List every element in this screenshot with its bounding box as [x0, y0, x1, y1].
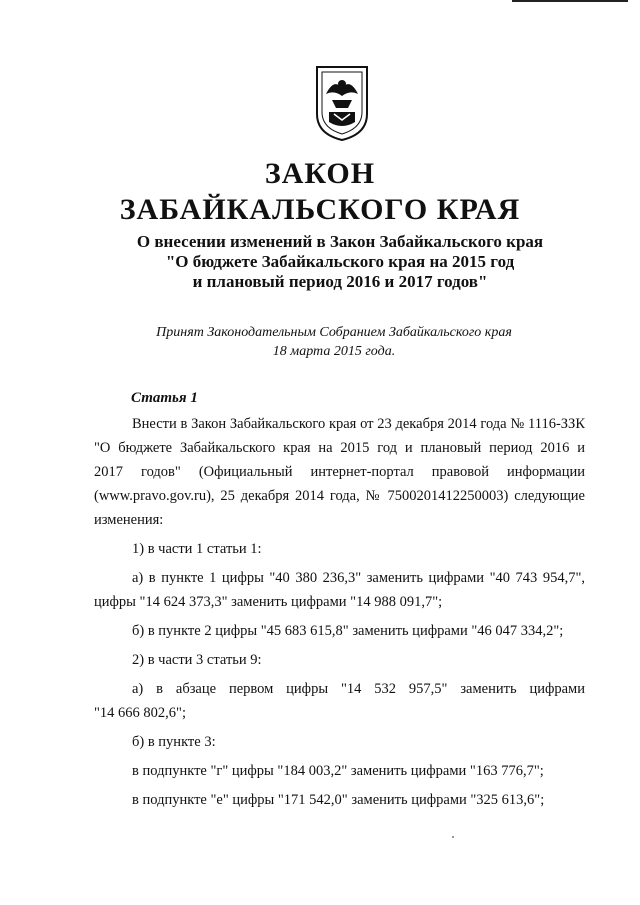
subtitle-line-3: и плановый период 2016 и 2017 годов": [192, 272, 488, 291]
intro-line: Внести в Закон Забайкальского края от 23 декабря 2014 года № 1116-ЗЗК: [132, 416, 585, 432]
list-item: в подпункте "е" цифры "171 542,0" заменить цифрами "325 613,6";: [132, 792, 545, 808]
intro-line: (www.pravo.gov.ru), 25 декабря 2014 года, № 7500201412250003) следующие: [94, 488, 585, 504]
list-item: а) в пункте 1 цифры "40 380 236,3" заменить цифрами "40 743 954,7",: [132, 570, 585, 586]
intro-line: "О бюджете Забайкальского края на 2015 год и плановый период 2016 и: [94, 440, 585, 456]
list-item: "14 666 802,6";: [94, 705, 186, 721]
doc-title-law: ЗАКОН: [264, 157, 376, 190]
coat-of-arms-emblem: [314, 64, 370, 142]
subtitle-line-1: О внесении изменений в Закон Забайкальского края: [136, 232, 544, 251]
list-item: б) в пункте 2 цифры "45 683 615,8" заменить цифрами "46 047 334,2";: [132, 623, 564, 639]
article-heading: Статья 1: [131, 390, 198, 406]
subtitle-line-2: "О бюджете Забайкальского края на 2015 год: [165, 252, 515, 271]
doc-title-region: ЗАБАЙКАЛЬСКОГО КРАЯ: [119, 193, 521, 226]
intro-line: 2017 годов" (Официальный интернет-портал правовой информации: [94, 464, 585, 480]
list-item: б) в пункте 3:: [132, 734, 216, 750]
list-item: цифры "14 624 373,3" заменить цифрами "14 988 091,7";: [94, 594, 443, 610]
article-body: [94, 412, 585, 812]
top-border-line: [512, 0, 628, 2]
intro-line: изменения:: [94, 512, 164, 528]
list-item: в подпункте "г" цифры "184 003,2" заменить цифрами "163 776,7";: [132, 763, 544, 779]
list-item: 2) в части 3 статьи 9:: [132, 652, 262, 668]
list-item: 1) в части 1 статьи 1:: [132, 541, 262, 557]
scan-speck: [452, 836, 454, 838]
adoption-date: 18 марта 2015 года.: [272, 344, 396, 359]
list-item: а) в абзаце первом цифры "14 532 957,5" заменить цифрами: [132, 681, 585, 697]
adoption-note: Принят Законодательным Собранием Забайкальского края: [156, 325, 512, 340]
